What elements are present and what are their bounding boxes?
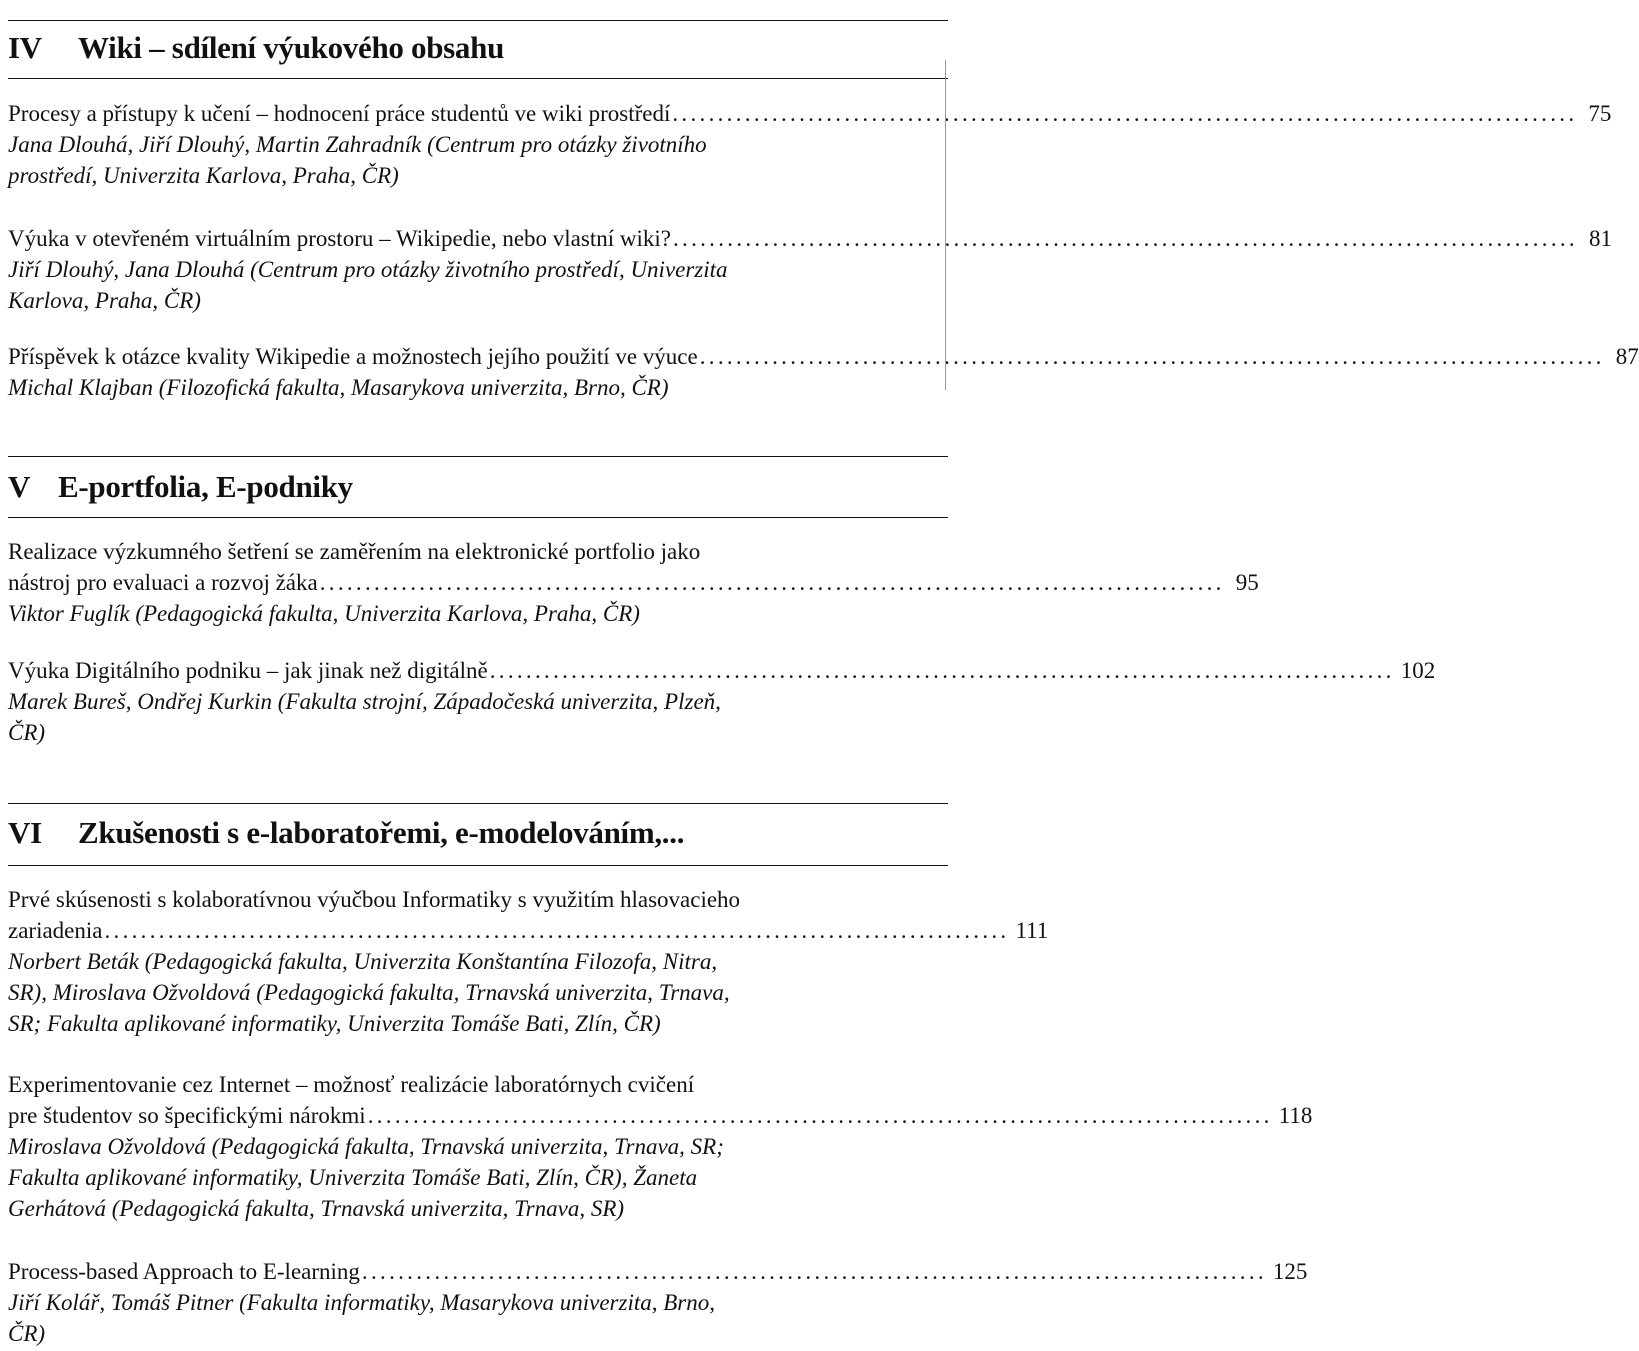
toc-entry[interactable] bbox=[8, 536, 1259, 629]
entry-title: nástroj pro evaluaci a rozvoj žáka bbox=[8, 570, 318, 595]
page-number: 75 bbox=[1588, 101, 1612, 126]
entry-title: Realizace výzkumného šetření se zaměřením na elektronické portfolio jako bbox=[8, 539, 701, 564]
entry-title-line bbox=[8, 1256, 1308, 1287]
entry-title: Prvé skúsenosti s kolaboratívnou výučbou Informatiky s využitím hlasovacieho bbox=[8, 887, 741, 912]
entry-authors: ČR) bbox=[8, 1321, 46, 1346]
toc-entry[interactable] bbox=[8, 341, 1639, 403]
section-title: Zkušenosti s e-laboratořemi, e-modelováním,... bbox=[78, 815, 685, 850]
section-rule-bottom bbox=[8, 78, 948, 79]
entry-title: Výuka Digitálního podniku – jak jinak než digitálně bbox=[8, 658, 488, 683]
section-rule-top bbox=[8, 803, 948, 804]
toc-entry[interactable] bbox=[8, 655, 1436, 748]
section-title: E-portfolia, E-podniky bbox=[58, 469, 353, 504]
leader-dots: .................................................................................................... bbox=[104, 918, 1010, 943]
page-number: 111 bbox=[1015, 918, 1049, 943]
entry-authors: Viktor Fuglík (Pedagogická fakulta, Univerzita Karlova, Praha, ČR) bbox=[8, 601, 640, 626]
entry-authors: Jiří Kolář, Tomáš Pitner (Fakulta informatiky, Masarykova univerzita, Brno, bbox=[8, 1290, 715, 1315]
entry-authors: Michal Klajban (Filozofická fakulta, Masarykova univerzita, Brno, ČR) bbox=[8, 375, 669, 400]
page-number: 87 bbox=[1615, 344, 1639, 369]
leader-dots: .................................................................................................... bbox=[319, 570, 1225, 595]
toc-entry[interactable] bbox=[8, 1256, 1308, 1349]
toc-entry[interactable] bbox=[8, 223, 1612, 316]
entry-title: Příspěvek k otázce kvality Wikipedie a možnostech jejího použití ve výuce bbox=[8, 344, 698, 369]
entry-title: Výuka v otevřeném virtuálním prostoru – Wikipedie, nebo vlastní wiki? bbox=[8, 226, 671, 251]
entry-title-line bbox=[8, 884, 948, 915]
entry-authors: Miroslava Ožvoldová (Pedagogická fakulta, Trnavská univerzita, Trnava, SR; bbox=[8, 1134, 724, 1159]
section-number: IV bbox=[8, 30, 42, 65]
entry-title-line bbox=[8, 915, 1049, 946]
toc-entry[interactable] bbox=[8, 1069, 1313, 1224]
entry-authors: Jiří Dlouhý, Jana Dlouhá (Centrum pro otázky životního prostředí, Univerzita bbox=[8, 257, 728, 282]
section-heading bbox=[8, 30, 504, 66]
section-rule-top bbox=[8, 456, 948, 457]
entry-title-line bbox=[8, 223, 1612, 254]
section-rule-top bbox=[8, 20, 948, 21]
entry-title-line bbox=[8, 1069, 948, 1100]
entry-title: Procesy a přístupy k učení – hodnocení práce studentů ve wiki prostředí bbox=[8, 101, 671, 126]
leader-dots: .................................................................................................... bbox=[672, 226, 1578, 251]
leader-dots: .................................................................................................... bbox=[367, 1103, 1273, 1128]
leader-dots: .................................................................................................... bbox=[489, 658, 1395, 683]
scan-edge-line bbox=[945, 60, 946, 390]
leader-dots: .................................................................................................... bbox=[361, 1259, 1267, 1284]
section-number: VI bbox=[8, 815, 42, 850]
section-number: V bbox=[8, 469, 31, 504]
entry-title: zariadenia bbox=[8, 918, 103, 943]
page-number: 118 bbox=[1278, 1103, 1313, 1128]
page-number: 95 bbox=[1235, 570, 1259, 595]
section-rule-bottom bbox=[8, 865, 948, 866]
section-heading bbox=[8, 815, 684, 851]
entry-authors: Fakulta aplikované informatiky, Univerzita Tomáše Bati, Zlín, ČR), Žaneta bbox=[8, 1165, 698, 1190]
page-number: 125 bbox=[1272, 1259, 1308, 1284]
entry-title-line bbox=[8, 341, 1639, 372]
entry-authors: Jana Dlouhá, Jiří Dlouhý, Martin Zahradník (Centrum pro otázky životního bbox=[8, 132, 707, 157]
entry-title: Experimentovanie cez Internet – možnosť realizácie laboratórnych cvičení bbox=[8, 1072, 695, 1097]
entry-authors: SR), Miroslava Ožvoldová (Pedagogická fakulta, Trnavská univerzita, Trnava, bbox=[8, 980, 730, 1005]
page-number: 81 bbox=[1588, 226, 1612, 251]
entry-authors: Karlova, Praha, ČR) bbox=[8, 288, 201, 313]
entry-title-line bbox=[8, 567, 1259, 598]
section-title: Wiki – sdílení výukového obsahu bbox=[78, 30, 505, 65]
entry-authors: Norbert Beták (Pedagogická fakulta, Univerzita Konštantína Filozofa, Nitra, bbox=[8, 949, 718, 974]
entry-title: pre študentov so špecifickými nárokmi bbox=[8, 1103, 366, 1128]
entry-authors: Marek Bureš, Ondřej Kurkin (Fakulta strojní, Západočeská univerzita, Plzeň, bbox=[8, 689, 721, 714]
entry-title-line bbox=[8, 536, 948, 567]
entry-authors: ČR) bbox=[8, 720, 46, 745]
leader-dots: .................................................................................................... bbox=[699, 344, 1605, 369]
toc-entry[interactable] bbox=[8, 98, 1612, 191]
leader-dots: .................................................................................................... bbox=[672, 101, 1578, 126]
entry-authors: prostředí, Univerzita Karlova, Praha, ČR) bbox=[8, 163, 399, 188]
toc-entry[interactable] bbox=[8, 884, 1049, 1039]
entry-authors: SR; Fakulta aplikované informatiky, Univerzita Tomáše Bati, Zlín, ČR) bbox=[8, 1011, 661, 1036]
entry-title-line bbox=[8, 1100, 1313, 1131]
section-rule-bottom bbox=[8, 517, 948, 518]
entry-title: Process-based Approach to E-learning bbox=[8, 1259, 360, 1284]
page-number: 102 bbox=[1400, 658, 1436, 683]
entry-title-line bbox=[8, 655, 1436, 686]
section-heading bbox=[8, 469, 353, 505]
entry-title-line bbox=[8, 98, 1612, 129]
entry-authors: Gerhátová (Pedagogická fakulta, Trnavská univerzita, Trnava, SR) bbox=[8, 1196, 625, 1221]
